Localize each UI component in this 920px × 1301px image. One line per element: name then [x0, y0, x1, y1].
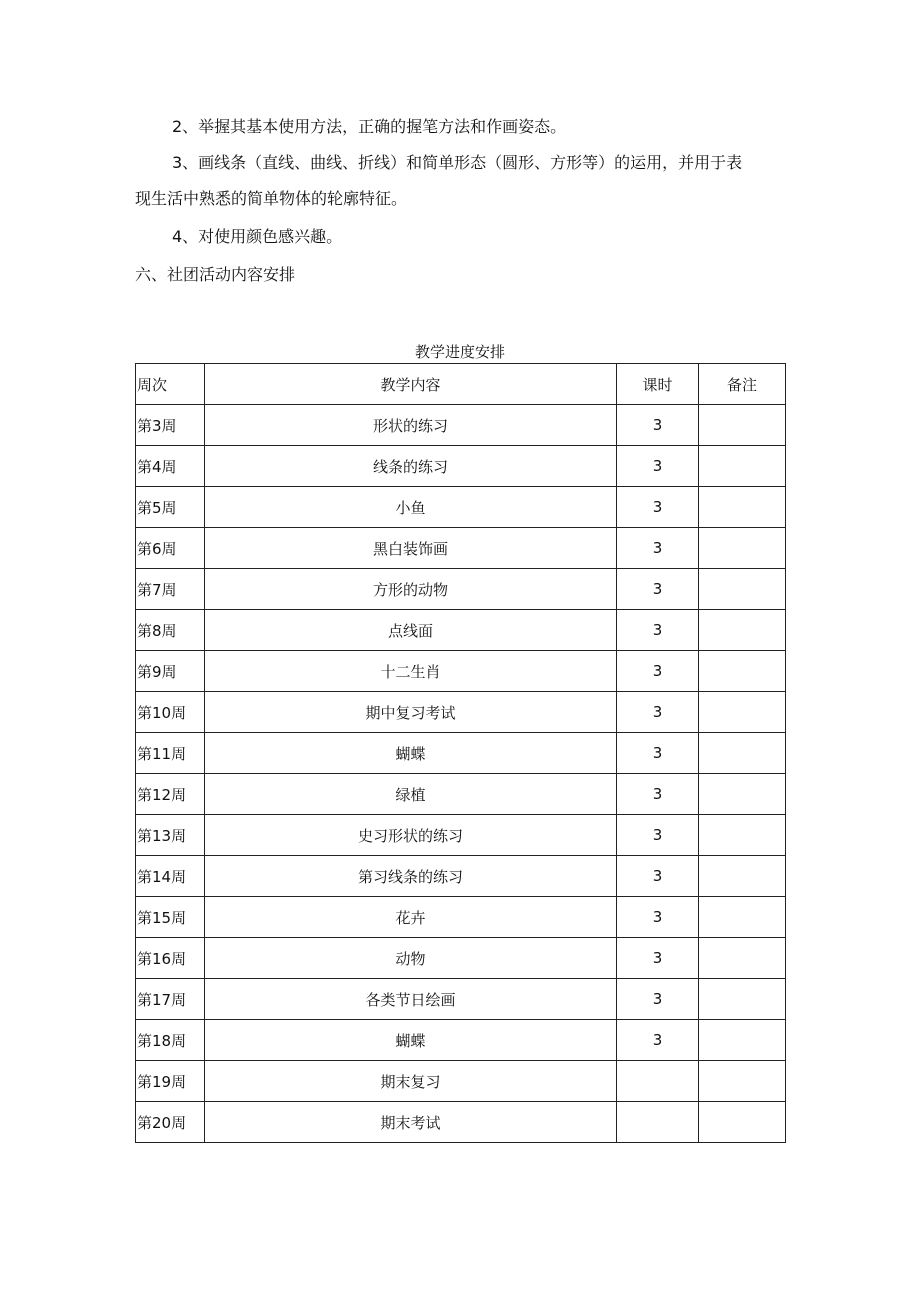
cell-hours: 3: [617, 897, 699, 938]
cell-content: 黑白装饰画: [205, 528, 617, 569]
cell-hours: 3: [617, 610, 699, 651]
header-content: 教学内容: [205, 364, 617, 405]
cell-week: 第12周: [136, 774, 205, 815]
cell-notes: [699, 692, 786, 733]
cell-hours: 3: [617, 692, 699, 733]
table-row: [136, 938, 786, 979]
cell-content: 小鱼: [205, 487, 617, 528]
cell-hours: 3: [617, 856, 699, 897]
table-row: [136, 692, 786, 733]
cell-notes: [699, 815, 786, 856]
cell-notes: [699, 528, 786, 569]
cell-hours: 3: [617, 569, 699, 610]
cell-notes: [699, 446, 786, 487]
cell-notes: [699, 897, 786, 938]
cell-hours: 3: [617, 528, 699, 569]
cell-hours: 3: [617, 1020, 699, 1061]
section-heading: 六、社团活动内容安排: [135, 265, 296, 284]
cell-hours: 3: [617, 815, 699, 856]
cell-hours: 3: [617, 938, 699, 979]
table-row: [136, 856, 786, 897]
cell-week: 第13周: [136, 815, 205, 856]
cell-week: 第19周: [136, 1061, 205, 1102]
cell-hours: 3: [617, 651, 699, 692]
cell-notes: [699, 733, 786, 774]
header-week: 周次: [136, 364, 205, 405]
cell-week: 第15周: [136, 897, 205, 938]
cell-week: 第20周: [136, 1102, 205, 1143]
table-row: [136, 1020, 786, 1061]
header-hours: 课时: [617, 364, 699, 405]
cell-content: 期中复习考试: [205, 692, 617, 733]
cell-notes: [699, 1061, 786, 1102]
cell-hours: 3: [617, 487, 699, 528]
table-row: [136, 774, 786, 815]
table-row: [136, 446, 786, 487]
cell-week: 第16周: [136, 938, 205, 979]
schedule-table: [135, 363, 786, 1143]
cell-notes: [699, 979, 786, 1020]
table-row: [136, 1061, 786, 1102]
cell-hours: [617, 1061, 699, 1102]
cell-content: 各类节日绘画: [205, 979, 617, 1020]
cell-notes: [699, 610, 786, 651]
cell-content: 十二生肖: [205, 651, 617, 692]
table-row: [136, 815, 786, 856]
cell-content: 史习形状的练习: [205, 815, 617, 856]
paragraph-item-2: 2、举握其基本使用方法，正确的握笔方法和作画姿态。: [172, 117, 567, 136]
cell-week: 第6周: [136, 528, 205, 569]
cell-notes: [699, 487, 786, 528]
table-row: [136, 897, 786, 938]
cell-content: 线条的练习: [205, 446, 617, 487]
table-row: [136, 651, 786, 692]
cell-notes: [699, 856, 786, 897]
cell-content: 蝴蝶: [205, 733, 617, 774]
cell-week: 第3周: [136, 405, 205, 446]
cell-week: 第10周: [136, 692, 205, 733]
table-row: [136, 1102, 786, 1143]
cell-content: 期末复习: [205, 1061, 617, 1102]
cell-notes: [699, 569, 786, 610]
table-row: [136, 528, 786, 569]
cell-week: 第9周: [136, 651, 205, 692]
paragraph-item-3-line1: 3、画线条（直线、曲线、折线）和简单形态（圆形、方形等）的运用，并用于表: [172, 153, 743, 172]
cell-content: 绿植: [205, 774, 617, 815]
cell-week: 第17周: [136, 979, 205, 1020]
cell-week: 第18周: [136, 1020, 205, 1061]
cell-week: 第5周: [136, 487, 205, 528]
cell-hours: [617, 1102, 699, 1143]
table-row: [136, 569, 786, 610]
cell-content: 动物: [205, 938, 617, 979]
cell-hours: 3: [617, 405, 699, 446]
paragraph-item-3-line2: 现生活中熟悉的简单物体的轮廓特征。: [135, 189, 408, 208]
cell-notes: [699, 1020, 786, 1061]
cell-hours: 3: [617, 774, 699, 815]
cell-content: 方形的动物: [205, 569, 617, 610]
table-row: [136, 733, 786, 774]
header-notes: 备注: [699, 364, 786, 405]
cell-week: 第14周: [136, 856, 205, 897]
table-row: [136, 979, 786, 1020]
cell-week: 第4周: [136, 446, 205, 487]
cell-week: 第11周: [136, 733, 205, 774]
cell-notes: [699, 651, 786, 692]
cell-content: 点线面: [205, 610, 617, 651]
table-row: [136, 487, 786, 528]
cell-content: 花卉: [205, 897, 617, 938]
cell-notes: [699, 405, 786, 446]
cell-notes: [699, 938, 786, 979]
table-caption: 教学进度安排: [414, 343, 505, 361]
table-row: [136, 610, 786, 651]
cell-content: 期末考试: [205, 1102, 617, 1143]
cell-content: 形状的练习: [205, 405, 617, 446]
cell-notes: [699, 774, 786, 815]
cell-content: 蝴蝶: [205, 1020, 617, 1061]
cell-hours: 3: [617, 733, 699, 774]
table-row: [136, 405, 786, 446]
cell-content: 第习线条的练习: [205, 856, 617, 897]
cell-week: 第8周: [136, 610, 205, 651]
cell-notes: [699, 1102, 786, 1143]
cell-week: 第7周: [136, 569, 205, 610]
paragraph-item-4: 4、对使用颜色感兴趣。: [172, 227, 343, 246]
cell-hours: 3: [617, 446, 699, 487]
table-header-row: [136, 364, 786, 405]
cell-hours: 3: [617, 979, 699, 1020]
